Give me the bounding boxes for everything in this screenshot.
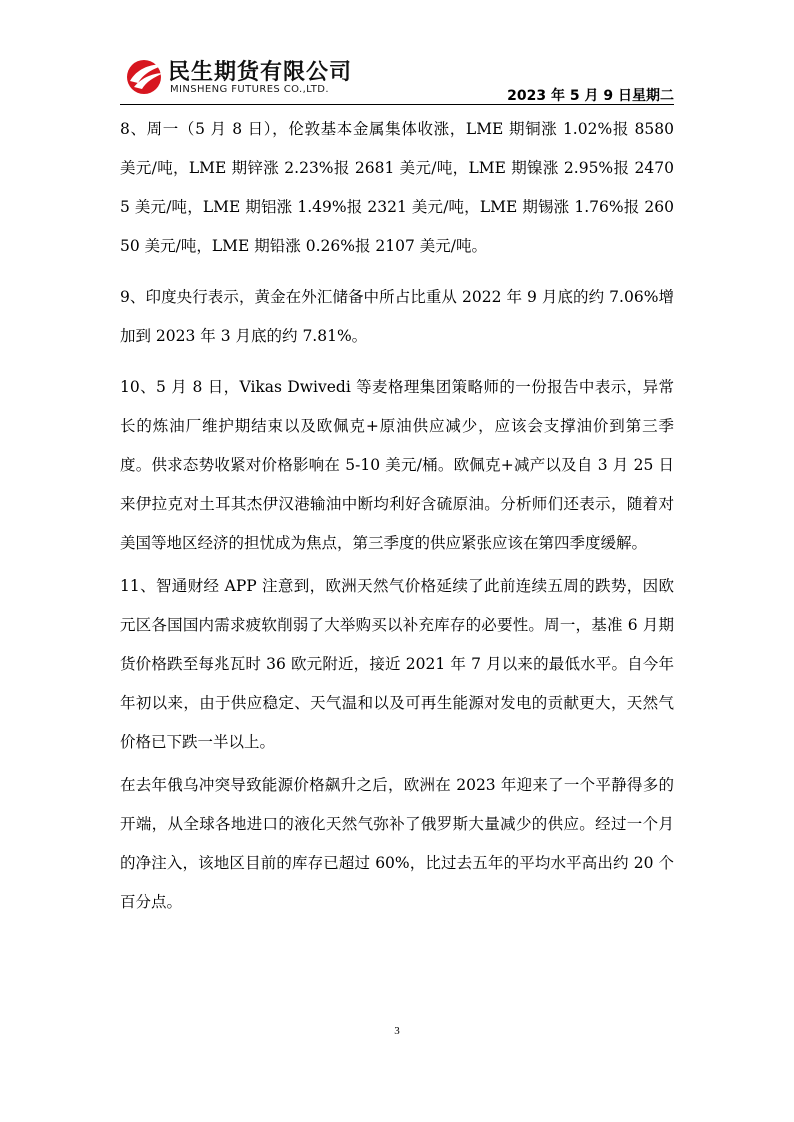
paragraph-item-11: 11、智通财经 APP 注意到，欧洲天然气价格延续了此前连续五周的跌势，因欧元区各国国内需求疲软削弱了大举购买以补充库存的必要性。周一，基准 6 月期货价格跌至每兆瓦时 36 欧元附近，接近 2021 年 7 月以来的最低水平。自今年年初以来，由于供应稳定、天气温和以及可再生能源对发电的贡献更大，天然气价格已下跌一半以上。 xyxy=(120,577,674,751)
company-name-en: MINSHENG FUTURES CO.,LTD. xyxy=(170,84,329,95)
report-date: 2023 年 5 月 9 日星期二 xyxy=(507,88,674,104)
paragraph-item-11-continued: 在去年俄乌冲突导致能源价格飙升之后，欧洲在 2023 年迎来了一个平静得多的开端，从全球各地进口的液化天然气弥补了俄罗斯大量减少的供应。经过一个月的净注入，该地区目前的库存已超过 60%，比过去五年的平均水平高出约 20 个百分点。 xyxy=(120,776,674,911)
minsheng-logo-icon xyxy=(124,57,168,97)
paragraph-item-9: 9、印度央行表示，黄金在外汇储备中所占比重从 2022 年 9 月底的约 7.06%增加到 2023 年 3 月底的约 7.81%。 xyxy=(120,288,674,345)
header-divider xyxy=(120,104,674,105)
paragraph-item-10: 10、5 月 8 日，Vikas Dwivedi 等麦格理集团策略师的一份报告中表示，异常长的炼油厂维护期结束以及欧佩克+原油供应减少，应该会支撑油价到第三季度。供求态势收紧对价格影响在 5-10 美元/桶。欧佩克+减产以及自 3 月 25 日来伊拉克对土耳其杰伊汉港输油中断均利好含硫原油。分析师们还表示，随着对美国等地区经济的担忧成为焦点，第三季度的供应紧张应该在第四季度缓解。 xyxy=(120,378,674,552)
page-header xyxy=(120,55,674,103)
company-logo xyxy=(124,55,364,101)
paragraph-item-8: 8、周一（5 月 8 日），伦敦基本金属集体收涨，LME 期铜涨 1.02%报 8580 美元/吨，LME 期锌涨 2.23%报 2681 美元/吨，LME 期镍涨 2.95%报 24705 美元/吨，LME 期铝涨 1.49%报 2321 美元/吨，LME 期锡涨 1.76%报 26050 美元/吨，LME 期铅涨 0.26%报 2107 美元/吨。 xyxy=(120,120,674,255)
document-body xyxy=(120,110,674,922)
company-name-cn: 民生期货有限公司 xyxy=(168,60,353,85)
page-number: 3 xyxy=(394,1025,400,1037)
